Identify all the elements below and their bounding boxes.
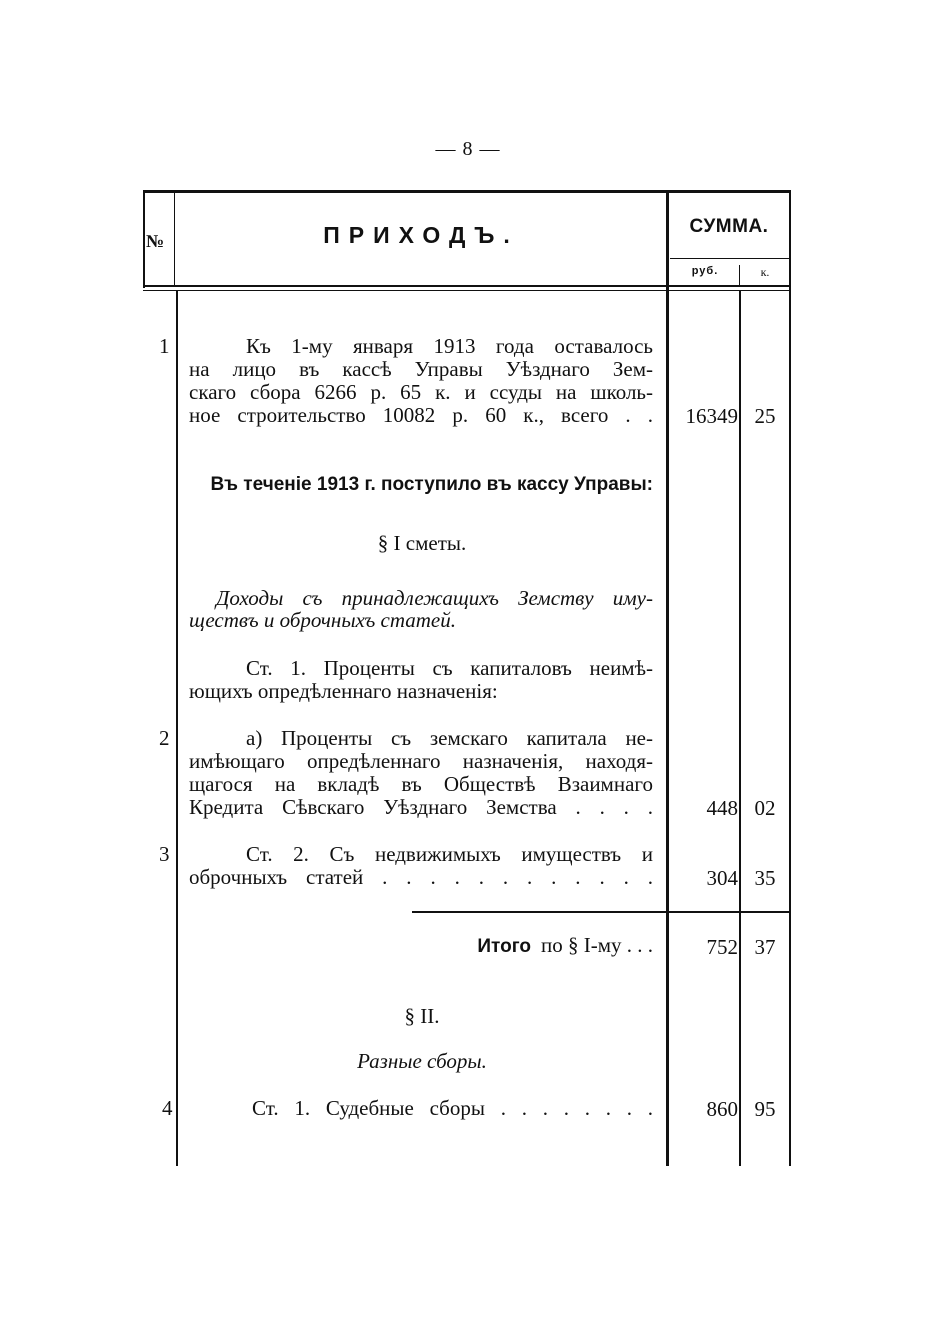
- column-number-header: №: [146, 231, 165, 251]
- row-1-line-3: скаго сбора 6266 р. 65 к. и ссуды на школь-: [189, 380, 653, 404]
- row-1-line-4: ное строительство 10082 р. 60 к., всего . .: [189, 403, 653, 427]
- row-4-kopecks: 95: [754, 1097, 776, 1121]
- row-2-line-1: а) Проценты съ земскаго капитала не-: [246, 726, 653, 750]
- total-rubles: 752: [706, 935, 738, 959]
- table-top-rule: [143, 190, 791, 193]
- page-number: — 8 —: [435, 138, 501, 160]
- total-section-1: [189, 934, 653, 958]
- sum-column-rule: [666, 190, 669, 1166]
- row-number-4: 4: [162, 1096, 173, 1120]
- sum-header: СУММА.: [689, 216, 769, 237]
- receipts-intro: Въ теченіе 1913 г. поступило въ кассу Управы:: [210, 474, 653, 495]
- total-rule: [412, 911, 791, 913]
- sum-subheader-rule: [670, 258, 791, 259]
- article-1-line-2: ющихъ опредѣленнаго назначенія:: [189, 679, 498, 703]
- row-4-text: Ст. 1. Судебные сборы . . . . . . . .: [252, 1096, 653, 1120]
- row-2-kopecks: 02: [754, 796, 776, 820]
- row-3-line-1: Ст. 2. Съ недвижимыхъ имуществъ и: [246, 842, 653, 866]
- section-1-heading: § I сметы.: [377, 531, 467, 555]
- rubles-subheader: руб.: [691, 265, 719, 277]
- section-1-subtitle-line-1: Доходы съ принадлежащихъ Земству иму-: [216, 586, 653, 610]
- left-border: [143, 190, 145, 288]
- header-rule-upper: [143, 285, 791, 287]
- kopecks-subheader: к.: [760, 265, 770, 279]
- article-1-line-1: Ст. 1. Проценты съ капиталовъ неимѣ-: [246, 656, 653, 680]
- income-title: ПРИХОДЪ.: [323, 222, 519, 248]
- row-3-kopecks: 35: [754, 866, 776, 890]
- row-4-rubles: 860: [706, 1097, 738, 1121]
- right-border: [789, 190, 791, 1166]
- total-kopecks: 37: [754, 935, 776, 959]
- total-label: Итого: [477, 936, 531, 957]
- row-1-kopecks: 25: [754, 404, 776, 428]
- total-text: по § I-му . . .: [540, 933, 653, 957]
- row-1-rubles: 16349: [685, 404, 738, 428]
- kopeck-column-rule-body: [739, 290, 741, 1166]
- number-column-rule-body: [176, 290, 178, 1166]
- row-3-rubles: 304: [706, 866, 738, 890]
- row-2-line-3: щагося на вкладѣ въ Обществѣ Взаимнаго: [189, 772, 653, 796]
- section-2-subtitle: Разные сборы.: [357, 1049, 487, 1073]
- row-number-2: 2: [159, 726, 170, 750]
- section-1-subtitle-line-2: ществъ и оброчныхъ статей.: [189, 608, 456, 632]
- row-number-1: 1: [159, 334, 170, 358]
- row-number-3: 3: [159, 842, 170, 866]
- header-rule-lower: [143, 290, 791, 291]
- number-column-rule: [174, 192, 175, 286]
- row-1-line-2: на лицо въ кассѣ Управы Уѣзднаго Зем-: [189, 357, 653, 381]
- row-1-line-1: Къ 1-му января 1913 года оставалось: [246, 334, 653, 358]
- row-2-line-4: Кредита Сѣвскаго Уѣзднаго Земства . . . .: [189, 795, 653, 819]
- section-2-heading: § II.: [404, 1004, 440, 1028]
- row-2-rubles: 448: [706, 796, 738, 820]
- row-2-line-2: имѣющаго опредѣленнаго назначенія, находя-: [189, 749, 653, 773]
- row-3-line-2: оброчныхъ статей . . . . . . . . . . . .: [189, 865, 653, 889]
